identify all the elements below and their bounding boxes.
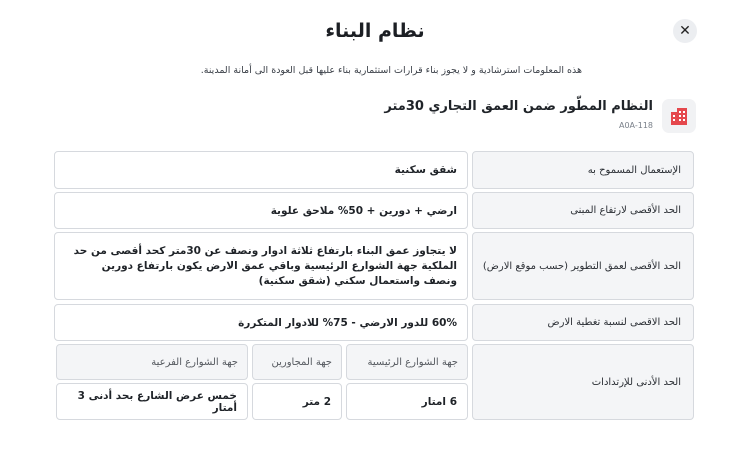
row-value-max-height xyxy=(54,192,468,229)
setback-value-text: 2 متر xyxy=(302,395,331,408)
row-value-allowed-use xyxy=(54,151,468,189)
setback-value-main-streets xyxy=(346,383,468,420)
modal-title: نظام البناء xyxy=(325,20,425,42)
row-label-text: الحد الأدنى للإرتدادات xyxy=(591,376,681,388)
row-label-max-height xyxy=(472,192,694,229)
row-label-text: الحد الأقصى لارتفاع المبنى xyxy=(570,205,681,216)
setback-value-neighbors xyxy=(252,383,342,420)
system-name: النظام المطّور ضمن العمق التجاري 30متر xyxy=(384,99,653,114)
setback-header-text: جهة المجاورين xyxy=(271,356,332,368)
close-icon: ✕ xyxy=(679,23,691,39)
building-icon xyxy=(662,99,696,133)
row-label-setbacks xyxy=(472,344,694,420)
system-code: A0A-118 xyxy=(618,121,653,130)
row-value-text: لا يتجاوز عمق البناء بارتفاع ثلاثة ادوار ونصف عن 30متر كحد أقصى من حد الملكية جهة الشوارع الرئيسية وباقي عمق الارض يكون بارتفاع دورين ونصف واستعمال سكني (شقق سكنية) xyxy=(73,244,457,287)
row-value-max-depth xyxy=(54,232,468,300)
disclaimer-text: هذه المعلومات استرشادية و لا يجوز بناء قرارات استثمارية بناء عليها قبل العودة الى أمانة المدينة. xyxy=(200,65,582,76)
row-value-coverage xyxy=(54,304,468,341)
row-value-text: شقق سكنية xyxy=(394,164,457,176)
setback-value-text: 6 امتار xyxy=(421,395,457,408)
setback-header-main-streets xyxy=(346,344,468,380)
setback-header-neighbors xyxy=(252,344,342,380)
row-label-coverage xyxy=(472,304,694,341)
setback-value-text: خمس عرض الشارع بحد أدنى 3 أمتار xyxy=(77,389,237,414)
setback-value-side-streets xyxy=(56,383,248,420)
row-value-text: ارضي + دورين + 50% ملاحق علوية xyxy=(270,204,457,217)
row-label-text: الحد الأقصى لعمق التطوير (حسب موقع الارض) xyxy=(482,260,681,272)
row-label-text: الحد الاقصى لنسبة تغطية الارض xyxy=(547,317,681,328)
row-label-text: الإستعمال المسموح به xyxy=(587,164,681,176)
row-value-text: 60% للدور الارضي - 75% للادوار المتكررة xyxy=(238,316,457,329)
row-label-max-depth xyxy=(472,232,694,300)
setback-header-text: جهة الشوارع الفرعية xyxy=(151,356,238,368)
setback-header-side-streets xyxy=(56,344,248,380)
setback-header-text: جهة الشوارع الرئيسية xyxy=(367,356,458,368)
row-label-allowed-use xyxy=(472,151,694,189)
